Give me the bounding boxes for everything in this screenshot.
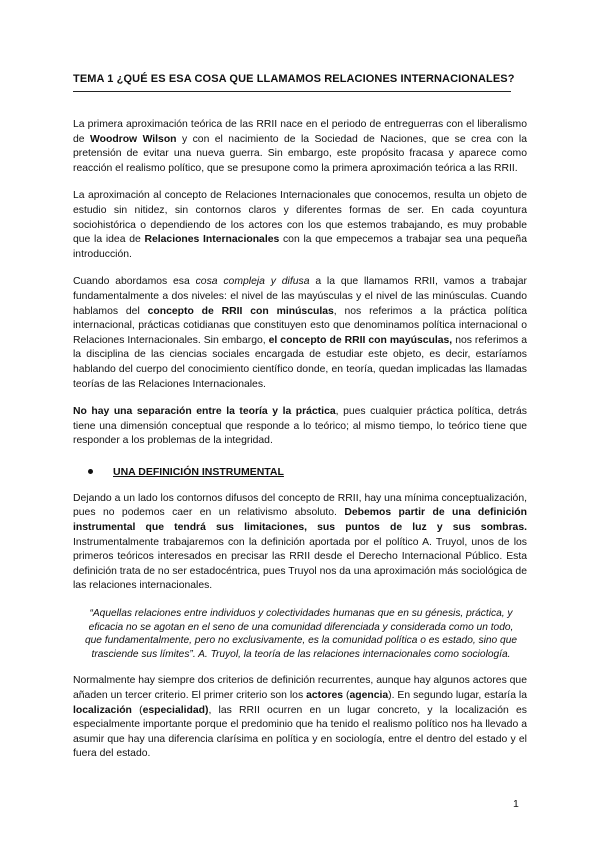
text-run: Instrumentalmente trabajaremos con la definición aportada por el político A. Truyol, unos de los primeros teóricos interesados en precisar las RRII desde el Derecho Internacional Público. Esta definición trata de no ser estadocéntrica, pues Truyol nos da una aproximación más sociológica de las relaciones internacionales. [73, 536, 527, 592]
text-run: ). En segundo lugar, estaría la [388, 690, 527, 701]
italic-run: cosa compleja y difusa [195, 276, 310, 288]
page-title: TEMA 1 ¿QUÉ ES ESA COSA QUE LLAMAMOS RELACIONES INTERNACIONALES? [73, 73, 515, 85]
text-run: ( [131, 704, 143, 716]
bold-run: Woodrow Wilson [90, 133, 177, 145]
paragraph-4 [73, 405, 527, 449]
title-underline-divider [73, 91, 511, 92]
bullet-dot-icon [88, 469, 93, 474]
definition-quote [83, 607, 519, 661]
text-run: nos referimos a la disciplina de las ciencias sociales encargada de estudiar este objeto, es decir, estaríamos hablando del cuerpo del conocimiento científico donde, en teoría, quedan implicadas las llamadas teorías de las Relaciones Internacionales. [73, 334, 528, 390]
text-run: , nos referimos a la práctica política internacional, prácticas cotidianas que constituyen esto que denominamos política internacional o Relaciones Internacionales. Sin embargo, [73, 305, 527, 346]
bold-run: especialidad) [142, 704, 209, 716]
paragraph-6 [73, 674, 527, 762]
text-run: , pues cualquier práctica política, detrás tiene una dimensión conceptual que responde a lo teórico; al mismo tiempo, lo teórico tiene que responder a los problemas de la integridad. [73, 406, 528, 447]
text-run: a la que llamamos RRII, vamos a trabajar fundamentalmente a dos niveles: el nivel de las mayúsculas y el nivel de las minúsculas. Cuando hablamos del [73, 276, 528, 317]
text-run: Normalmente hay siempre dos criterios de definición recurrentes, aunque hay algunos actores que añaden un tercer criterio. El primer criterio son los [73, 675, 527, 701]
page-number: 1 [513, 798, 519, 810]
section-heading-bullet [88, 465, 527, 479]
document-body [73, 72, 527, 762]
paragraph-1 [73, 118, 527, 176]
text-run: , las RRII ocurren en un lugar concreto, y la localización es especialmente importante porque el predominio que ha tenido el realismo político nos ha llevado a asumir que hay una diferencia clarísima en política y en sociología, entre el dentro del estado y el fuera del estado. [73, 704, 527, 760]
bold-run: No hay una separación entre la teoría y la práctica [73, 406, 336, 418]
bold-run: agencia [349, 690, 389, 701]
text-run: ( [343, 690, 350, 701]
bold-run: Debemos partir de una definición instrumental que tendrá sus limitaciones, sus puntos de luz y sus sombras. [73, 507, 527, 534]
quote-text: “Aquellas relaciones entre individuos y colectividades humanas que en su génesis, práctica, y eficacia no se agotan en el seno de una comunidad diferenciada y considerada como un todo, que fundamentalmente, pero no exclusivamente, es la comunidad política o es estado, sino que trasciende sus límites”. A. Truyol, la teoría de las relaciones internacionales como sociología. [84, 608, 518, 660]
bold-run: concepto de RRII con minúsculas [147, 305, 334, 317]
text-run: y con el nacimiento de la Sociedad de Naciones, que se crea con la pretensión de evitar una nueva guerra. Sin embargo, este propósito fracasa y aparece como reacción el realismo político, que se presupone como la primera aproximación teórica a las RRII. [73, 133, 527, 174]
text-run: La primera aproximación teórica de las RRII nace en el periodo de entreguerras con el liberalismo de [73, 119, 527, 145]
text-run: Cuando abordamos esa [73, 276, 196, 288]
text-run: con la que empecemos a trabajar sea una pequeña introducción. [73, 234, 527, 260]
bold-run: el concepto de RRII con mayúsculas, [268, 334, 453, 346]
paragraph-5 [73, 492, 527, 594]
bold-run: Relaciones Internacionales [144, 234, 280, 246]
bold-run: actores [306, 690, 344, 701]
paragraph-2 [73, 189, 527, 262]
text-run: La aproximación al concepto de Relaciones Internacionales que conocemos, resulta un objeto de estudio sin nitidez, sin contornos claros y diferentes formas de ser. En cada coyuntura sociohistórica o dependiendo de los actores con los que estemos trabajando, es muy probable que la idea de [73, 190, 527, 246]
paragraph-3 [73, 275, 527, 392]
text-run: Dejando a un lado los contornos difusos del concepto de RRII, hay una mínima conceptualización, pues no podemos caer en un relativismo absoluto. [73, 492, 527, 519]
section-heading: UNA DEFINICIÓN INSTRUMENTAL [113, 465, 284, 478]
bold-run: localización [73, 704, 132, 716]
